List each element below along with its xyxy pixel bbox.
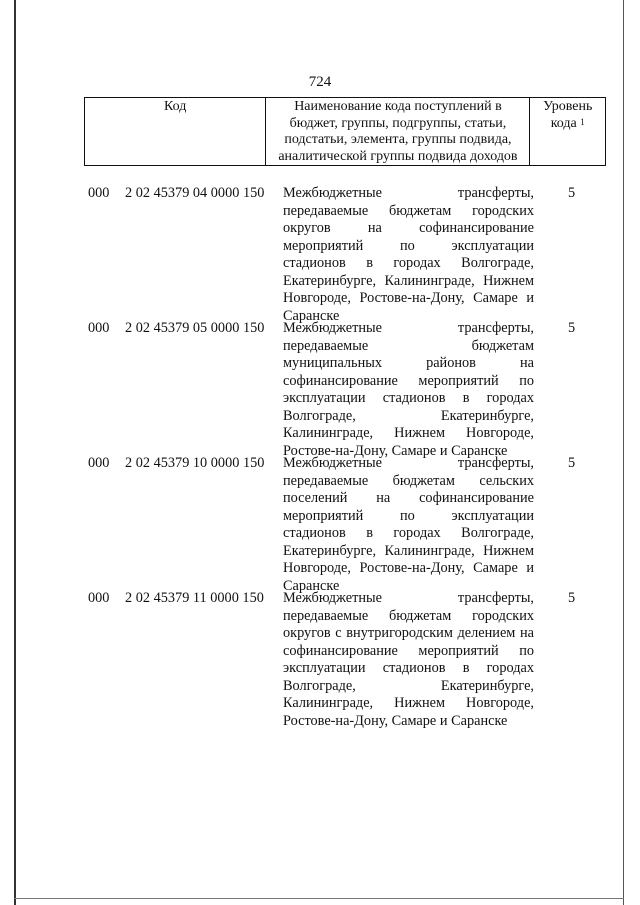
description-line: Новгороде, Ростове-на-Дону, Самаре и xyxy=(283,560,534,576)
code-level: 5 xyxy=(568,320,576,336)
budget-code: 2 02 45379 11 0000 150 xyxy=(125,590,264,606)
header-code-cell xyxy=(85,98,266,166)
description-line: муниципальных районов на xyxy=(283,355,534,371)
code-description xyxy=(283,455,534,595)
page-edge-bottom xyxy=(14,898,624,899)
code-level: 5 xyxy=(568,590,576,606)
page-edge-right xyxy=(623,0,624,905)
description-line: Межбюджетные трансферты, xyxy=(283,185,534,201)
budget-code: 2 02 45379 04 0000 150 xyxy=(125,185,265,201)
description-line: Саранске xyxy=(283,577,340,594)
header-name-cell xyxy=(266,98,530,166)
description-line: мероприятий по эксплуатации xyxy=(283,237,534,254)
page-edge-left xyxy=(14,0,16,905)
header-name-line: бюджет, группы, подгруппы, статьи, xyxy=(289,115,507,131)
description-line: Ростове-на-Дону, Самаре и Саранске xyxy=(283,712,508,729)
description-line: передаваемые бюджетам городских xyxy=(283,607,534,624)
description-line: округов на софинансирование xyxy=(283,220,534,236)
table-header xyxy=(84,97,606,166)
description-line: эксплуатации стадионов в городах xyxy=(283,390,534,406)
budget-code: 2 02 45379 05 0000 150 xyxy=(125,320,265,336)
header-name-line: Наименование кода поступлений в xyxy=(294,99,502,114)
description-line: Межбюджетные трансферты, xyxy=(283,455,534,471)
description-line: Новгороде, Ростове-на-Дону, Самаре и xyxy=(283,290,534,306)
description-line: эксплуатации стадионов в городах xyxy=(283,660,534,676)
admin-code: 000 xyxy=(88,455,110,471)
header-name-line: аналитической группы подвида доходов xyxy=(278,148,518,164)
description-line: передаваемые бюджетам сельских xyxy=(283,472,534,489)
description-line: Межбюджетные трансферты, xyxy=(283,590,534,606)
description-line: Ростове-на-Дону, Самаре и Саранске xyxy=(283,442,508,459)
header-level-line: Уровень xyxy=(543,99,593,114)
code-description xyxy=(283,185,534,325)
code-level: 5 xyxy=(568,185,576,201)
admin-code: 000 xyxy=(88,320,110,336)
description-line: Калининграде, Нижнем Новгороде, xyxy=(283,425,534,441)
description-line: стадионов в городах Волгограде, xyxy=(283,255,534,271)
description-line: передаваемые бюджетам городских xyxy=(283,202,534,219)
description-line: мероприятий по эксплуатации xyxy=(283,507,534,524)
description-line: Калининграде, Нижнем Новгороде, xyxy=(283,695,534,711)
description-line: Екатеринбурге, Калининграде, Нижнем xyxy=(283,272,534,289)
description-line: округов с внутригородским делением на xyxy=(283,625,534,641)
header-level-line xyxy=(532,116,603,133)
page-number: 724 xyxy=(308,74,332,90)
header-code-label: Код xyxy=(164,99,187,114)
header-name-line: подстатьи, элемента, группы подвида, xyxy=(284,132,512,147)
admin-code: 000 xyxy=(88,185,110,201)
description-line: передаваемые бюджетам xyxy=(283,337,534,354)
description-line: стадионов в городах Волгограде, xyxy=(283,525,534,541)
description-line: Волгограде, Екатеринбурге, xyxy=(283,677,534,694)
header-level-footnote: 1 xyxy=(580,116,585,127)
description-line: Саранске xyxy=(283,307,340,324)
budget-code: 2 02 45379 10 0000 150 xyxy=(125,455,265,471)
code-level: 5 xyxy=(568,455,576,471)
description-line: Межбюджетные трансферты, xyxy=(283,320,534,336)
header-level-cell xyxy=(530,98,606,166)
description-line: Волгограде, Екатеринбурге, xyxy=(283,407,534,424)
admin-code: 000 xyxy=(88,590,110,606)
description-line: софинансирование мероприятий по xyxy=(283,372,534,389)
code-description xyxy=(283,590,534,730)
description-line: софинансирование мероприятий по xyxy=(283,642,534,659)
code-description xyxy=(283,320,534,460)
description-line: поселений на софинансирование xyxy=(283,490,534,506)
description-line: Екатеринбурге, Калининграде, Нижнем xyxy=(283,542,534,559)
header-level-label: кода xyxy=(550,115,577,131)
